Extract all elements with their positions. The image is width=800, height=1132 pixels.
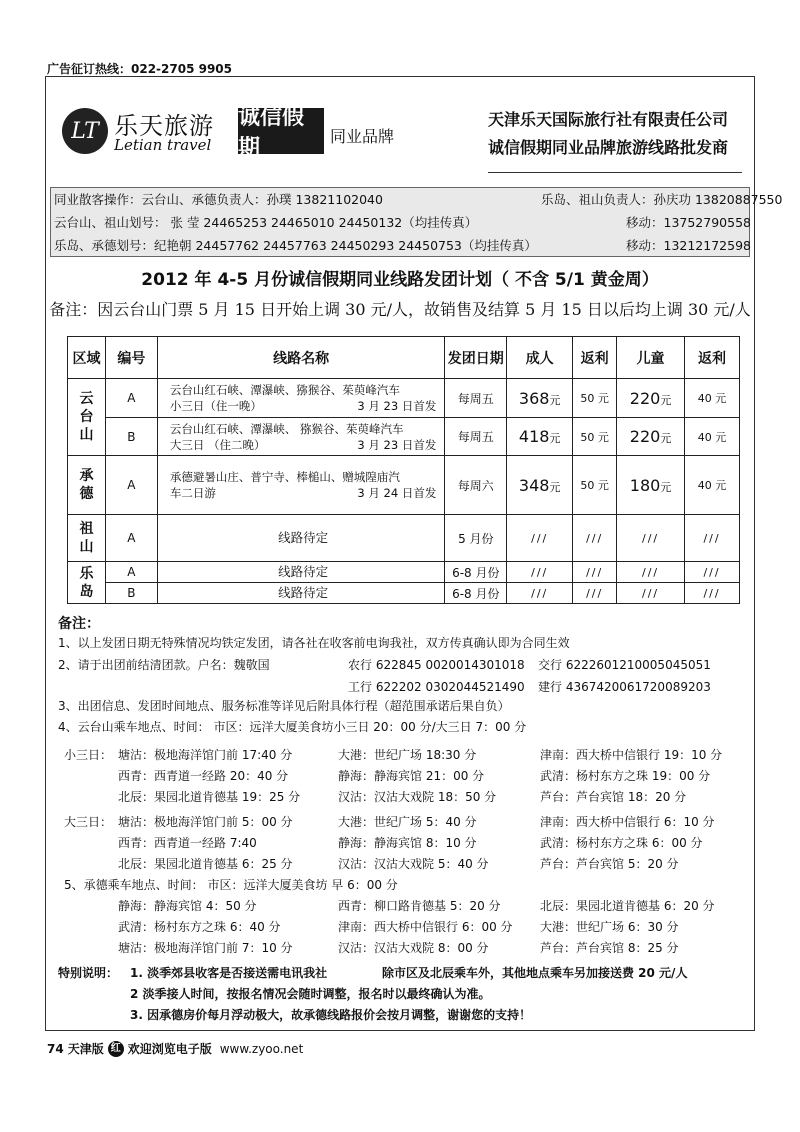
contact-text: 乐岛、承德划号：纪艳朝 24457762 24457763 24450293 24450753（均挂传真） [54, 238, 537, 253]
note-line: 2、请于出团前结清团款。户名：魏敬国 [58, 658, 270, 672]
contact-box [50, 187, 783, 257]
rebate-cell: /// [573, 515, 617, 562]
contact-text: 移动：13212172598 [626, 238, 751, 253]
pickup-point: 北辰：果园北道肯德基 19：25 分 [118, 790, 301, 804]
special-line: 3. 因承德房价每月浮动极大，故承德线路报价会按月调整，谢谢您的支持！ [130, 1008, 532, 1022]
adult-price: 368元 [507, 379, 573, 418]
contact-text: 云台山、祖山划号： 张 莹 24465253 24465010 24450132（均挂传真） [54, 215, 478, 230]
bank-account: 农行 622845 0020014301018 [348, 658, 525, 672]
child-price: 220元 [617, 379, 685, 418]
rebate-cell: /// [573, 583, 617, 604]
bank-account: 交行 6222601210005045051 [538, 658, 711, 672]
schedule-label: 大三日： [64, 815, 113, 829]
pickup-point: 武清：杨村东方之珠 6：40 分 [118, 920, 281, 934]
note-line: 3、出团信息、发团时间地点、服务标准等详见后附具体行程（超范围承诺后果自负） [58, 699, 510, 713]
rebate-cell: /// [685, 515, 740, 562]
special-line: 2 淡季接人时间，按报名情况会随时调整，报名时以最终确认为准。 [130, 987, 491, 1001]
adult-price: /// [507, 515, 573, 562]
pickup-point: 塘沽：极地海洋馆门前 7：10 分 [118, 941, 293, 955]
rebate-cell: 40 元 [685, 379, 740, 418]
table-row [68, 515, 740, 562]
pickup-point: 静海：静海宾馆 21：00 分 [338, 769, 485, 783]
routes-table [67, 336, 740, 604]
pickup-point: 大港：世纪广场 6：30 分 [540, 920, 679, 934]
pickup-point: 西青：西青道一经路 20：40 分 [118, 769, 289, 783]
col-route: 线路名称 [157, 337, 444, 379]
rebate-cell: 40 元 [685, 456, 740, 515]
depart-cell: 每周六 [445, 456, 507, 515]
rebate-cell: /// [685, 583, 740, 604]
pickup-point: 西青：西青道一经路 7:40 [118, 836, 257, 850]
adult-price: 418元 [507, 418, 573, 456]
table-header-row [68, 337, 740, 379]
pickup-point: 北辰：果园北道肯德基 6：25 分 [118, 857, 293, 871]
col-depart: 发团日期 [445, 337, 507, 379]
region-cell: 承 德 [68, 456, 106, 515]
rebate-cell: /// [573, 562, 617, 583]
region-cell: 云 台 山 [68, 379, 106, 456]
col-adult: 成人 [507, 337, 573, 379]
ad-hotline: 广告征订热线：022-2705 9905 [47, 62, 233, 76]
route-line: 小三日（住一晚） 3 月 23 日首发 [169, 399, 437, 413]
code-cell: A [105, 515, 157, 562]
contact-row [51, 211, 749, 234]
contact-row [51, 234, 749, 257]
contact-text: 同业散客操作：云台山、承德负责人：孙璞 13821102040 [54, 192, 383, 207]
table-row [68, 583, 740, 604]
rebate-cell: 50 元 [573, 456, 617, 515]
rebate-cell: 50 元 [573, 418, 617, 456]
pickup-point: 塘沽：极地海洋馆门前 5：00 分 [118, 815, 293, 829]
header-divider [488, 172, 742, 173]
code-cell: B [105, 418, 157, 456]
adult-price: /// [507, 583, 573, 604]
rebate-cell: 50 元 [573, 379, 617, 418]
notes-heading: 备注： [58, 616, 100, 632]
adult-price: 348元 [507, 456, 573, 515]
depart-cell: 每周五 [445, 418, 507, 456]
region-cell: 祖 山 [68, 515, 106, 562]
edition-label: 天津版 [67, 1042, 104, 1056]
table-row [68, 456, 740, 515]
depart-cell: 每周五 [445, 379, 507, 418]
special-label: 特别说明： [58, 966, 119, 980]
route-line: 云台山红石峡、潭瀑峡、猕猴谷、茱萸峰汽车 [169, 383, 400, 397]
route-line: 云台山红石峡、潭瀑峡、 猕猴谷、茱萸峰汽车 [169, 421, 404, 436]
letian-logo-icon: LT [62, 108, 108, 154]
pickup-point: 静海：静海宾馆 4：50 分 [118, 899, 257, 913]
pickup-point: 芦台：芦台宾馆 5：20 分 [540, 857, 679, 871]
depart-cell: 5 月份 [445, 515, 507, 562]
child-price: /// [617, 562, 685, 583]
col-region: 区域 [68, 337, 106, 379]
company-info [488, 106, 746, 162]
brand-box: 诚信假期 [238, 108, 324, 154]
route-cell [157, 379, 444, 418]
pickup-point: 津南：西大桥中信银行 6：10 分 [540, 815, 715, 829]
note-line: 5、承德乘车地点、时间： 市区：远洋大厦美食坊 早 6：00 分 [64, 878, 398, 892]
col-code: 编号 [105, 337, 157, 379]
pickup-point: 汉沽：汉沽大戏院 8：00 分 [338, 941, 489, 955]
pickup-point: 北辰：果园北道肯德基 6：20 分 [540, 899, 715, 913]
plan-title: 2012 年 4-5 月份诚信假期同业线路发团计划（ 不含 5/1 黄金周） [141, 270, 659, 290]
code-cell: A [105, 379, 157, 418]
table-row [68, 418, 740, 456]
note-line: 4、云台山乘车地点、时间： 市区：远洋大厦美食坊小三日 20：00 分/大三日 7：00 分 [58, 720, 527, 734]
pickup-point: 芦台：芦台宾馆 18：20 分 [540, 790, 687, 804]
pickup-point: 武清：杨村东方之珠 19：00 分 [540, 769, 711, 783]
pickup-point: 津南：西大桥中信银行 19：10 分 [540, 748, 723, 762]
pickup-point: 津南：西大桥中信银行 6：00 分 [338, 920, 513, 934]
pickup-point: 大港：世纪广场 18:30 分 [338, 748, 477, 762]
pickup-point: 芦台：芦台宾馆 8：25 分 [540, 941, 679, 955]
pickup-point: 大港：世纪广场 5：40 分 [338, 815, 477, 829]
child-price: /// [617, 515, 685, 562]
depart-cell: 6-8 月份 [445, 562, 507, 583]
region-cell: 乐 岛 [68, 562, 106, 604]
schedule-label: 小三日： [64, 748, 113, 762]
col-child: 儿童 [617, 337, 685, 379]
bank-account: 工行 622202 0302044521490 [348, 680, 525, 694]
rebate-cell: 40 元 [685, 418, 740, 456]
contact-text: 移动：13752790558 [626, 215, 751, 230]
route-cell: 线路待定 [157, 515, 444, 562]
logo-name-cn: 乐天旅游 [114, 112, 214, 140]
code-cell: B [105, 583, 157, 604]
contact-text: 乐岛、祖山负责人：孙庆功 13820887550 [541, 192, 783, 207]
code-cell: A [105, 456, 157, 515]
code-cell: A [105, 562, 157, 583]
special-line: 除市区及北辰乘车外，其他地点乘车另加接送费 20 元/人 [382, 966, 688, 980]
brand-subtitle: 同业品牌 [330, 127, 395, 146]
pickup-point: 西青：柳口路肯德基 5：20 分 [338, 899, 501, 913]
bank-account: 建行 4367420061720089203 [538, 680, 711, 694]
pickup-point: 静海：静海宾馆 8：10 分 [338, 836, 477, 850]
pickup-point: 武清：杨村东方之珠 6：00 分 [540, 836, 703, 850]
route-line: 车二日游 3 月 24 日首发 [169, 486, 437, 500]
child-price: /// [617, 583, 685, 604]
welcome-text: 欢迎浏览电子版 [127, 1042, 212, 1056]
company-name: 天津乐天国际旅行社有限责任公司 [488, 110, 729, 129]
route-cell: 线路待定 [157, 583, 444, 604]
site-link[interactable]: www.zyoo.net [219, 1041, 304, 1056]
table-row [68, 379, 740, 418]
special-line: 1. 淡季郊县收客是否接送需电讯我社 [130, 966, 328, 980]
child-price: 180元 [617, 456, 685, 515]
company-slogan: 诚信假期同业品牌旅游线路批发商 [488, 138, 729, 157]
page-footer [47, 1040, 303, 1057]
table-row [68, 562, 740, 583]
price-note: 备注：因云台山门票 5 月 15 日开始上调 30 元/人，故销售及结算 5 月 15 日以后均上调 30 元/人 [49, 300, 751, 319]
note-line: 1、以上发团日期无特殊情况均铁定发团，请各社在收客前电询我社，双方传真确认即为合同生效 [58, 636, 570, 650]
adult-price: /// [507, 562, 573, 583]
route-cell [157, 418, 444, 456]
page-number: 74 [47, 1041, 64, 1056]
child-price: 220元 [617, 418, 685, 456]
rebate-cell: /// [685, 562, 740, 583]
contact-row [51, 188, 783, 211]
logo-name-en: Letian travel [114, 136, 212, 154]
col-rebate: 返利 [573, 337, 617, 379]
route-line: 大三日 （住二晚） 3 月 23 日首发 [169, 437, 437, 452]
red-badge-icon: 红 [108, 1041, 124, 1057]
route-line: 承德避暑山庄、普宁寺、棒槌山、赠城隍庙汽 [169, 470, 400, 484]
pickup-point: 汉沽：汉沽大戏院 18：50 分 [338, 790, 497, 804]
depart-cell: 6-8 月份 [445, 583, 507, 604]
pickup-point: 汉沽：汉沽大戏院 5：40 分 [338, 857, 489, 871]
route-cell: 线路待定 [157, 562, 444, 583]
pickup-point: 塘沽：极地海洋馆门前 17:40 分 [118, 748, 293, 762]
col-rebate: 返利 [685, 337, 740, 379]
route-cell [157, 456, 444, 515]
